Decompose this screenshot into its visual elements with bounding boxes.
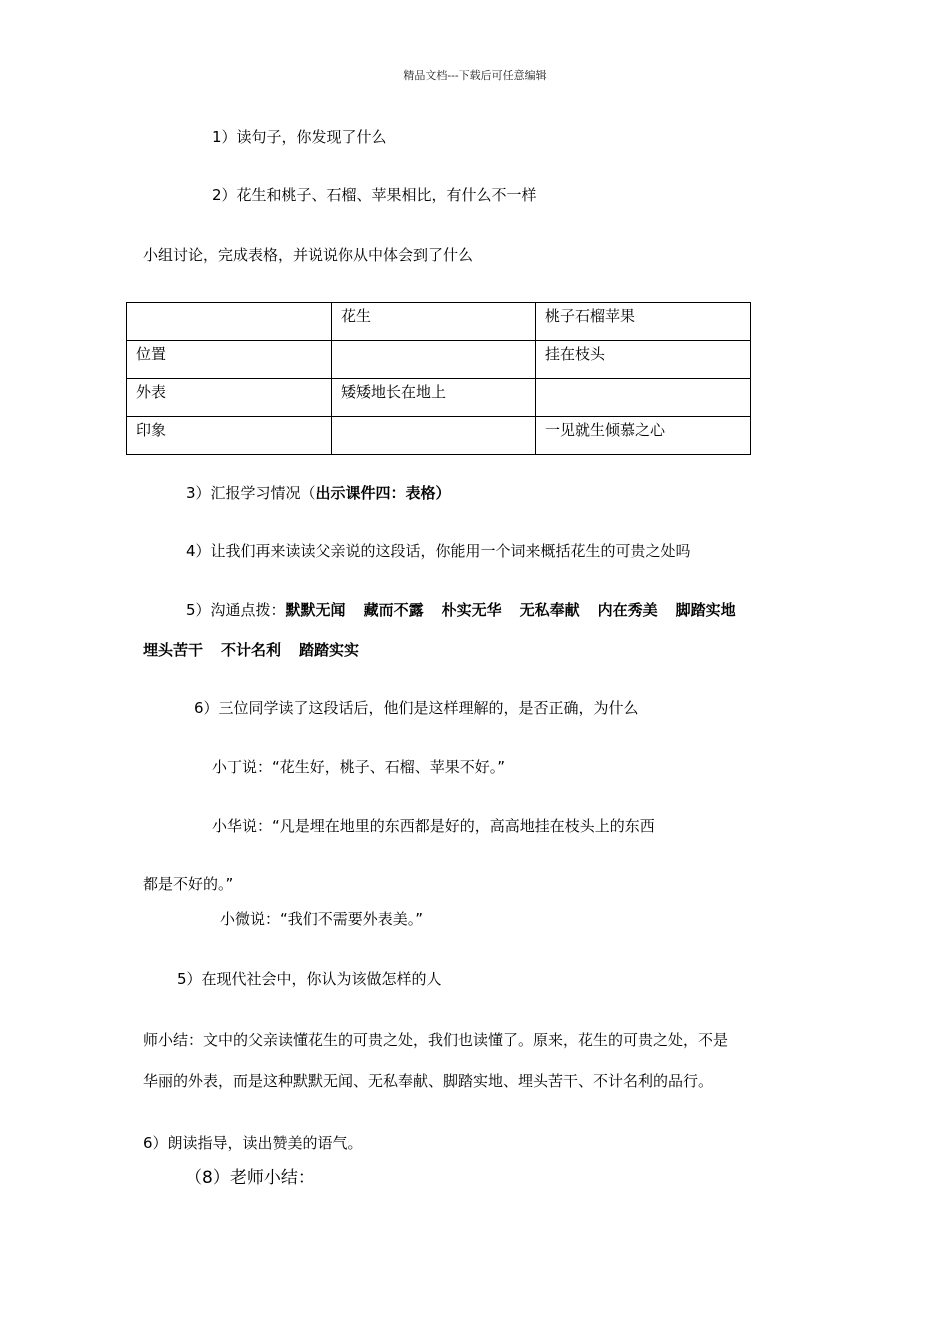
keyword: 内在秀美 bbox=[597, 601, 658, 619]
table-cell bbox=[332, 341, 536, 379]
keyword: 朴实无华 bbox=[441, 601, 502, 619]
keyword: 无私奉献 bbox=[519, 601, 580, 619]
table-cell bbox=[332, 417, 536, 455]
question-5b: 5）在现代社会中，你认为该做怎样的人 bbox=[177, 970, 442, 988]
table-cell bbox=[536, 379, 751, 417]
teacher-summary-cont: 华丽的外表，而是这种默默无闻、无私奉献、脚踏实地、埋头苦干、不计名利的品行。 bbox=[143, 1072, 714, 1090]
keyword: 埋头苦干 bbox=[143, 641, 204, 659]
question-4: 4）让我们再来读读父亲说的这段话，你能用一个词来概括花生的可贵之处吗 bbox=[186, 542, 691, 560]
teacher-summary: 师小结：文中的父亲读懂花生的可贵之处，我们也读懂了。原来，花生的可贵之处，不是 bbox=[143, 1031, 729, 1049]
keyword: 藏而不露 bbox=[363, 601, 424, 619]
xiaowei-quote: 小微说：“我们不需要外表美。” bbox=[220, 910, 424, 928]
page-header: 精品文档---下载后可任意编辑 bbox=[403, 69, 547, 82]
table-cell: 矮矮地长在地上 bbox=[332, 379, 536, 417]
table-cell: 印象 bbox=[127, 417, 332, 455]
question-6: 6）三位同学读了这段话后，他们是这样理解的，是否正确，为什么 bbox=[194, 699, 639, 717]
keyword: 脚踏实地 bbox=[675, 601, 736, 619]
table-cell: 外表 bbox=[127, 379, 332, 417]
table-row bbox=[127, 379, 751, 417]
question-1: 1）读句子，你发现了什么 bbox=[212, 128, 387, 146]
xiaohua-quote-cont: 都是不好的。” bbox=[143, 875, 234, 893]
question-3-bold: 出示课件四：表格） bbox=[315, 484, 451, 502]
table-cell: 位置 bbox=[127, 341, 332, 379]
keyword: 踏踏实实 bbox=[299, 641, 360, 659]
question-5 bbox=[186, 600, 736, 620]
table-header-row bbox=[127, 303, 751, 341]
table-cell: 花生 bbox=[332, 303, 536, 341]
question-2: 2）花生和桃子、石榴、苹果相比，有什么不一样 bbox=[212, 186, 537, 204]
comparison-table bbox=[126, 302, 751, 455]
group-task: 小组讨论，完成表格，并说说你从中体会到了什么 bbox=[143, 246, 474, 264]
table-cell bbox=[127, 303, 332, 341]
reading-guide: 6）朗读指导，读出赞美的语气。 bbox=[143, 1134, 363, 1152]
xiaohua-quote: 小华说：“凡是埋在地里的东西都是好的，高高地挂在枝头上的东西 bbox=[212, 817, 655, 835]
table-cell: 挂在枝头 bbox=[536, 341, 751, 379]
question-3 bbox=[186, 483, 451, 503]
question-3-prefix: 3）汇报学习情况（ bbox=[186, 484, 316, 502]
table-row bbox=[127, 341, 751, 379]
keyword: 默默无闻 bbox=[285, 601, 346, 619]
xiaoding-quote: 小丁说：“花生好，桃子、石榴、苹果不好。” bbox=[212, 758, 506, 776]
table-cell: 桃子石榴苹果 bbox=[536, 303, 751, 341]
keyword: 不计名利 bbox=[221, 641, 282, 659]
table-cell: 一见就生倾慕之心 bbox=[536, 417, 751, 455]
question-5-prefix: 5）沟通点拨： bbox=[186, 601, 286, 619]
table-row bbox=[127, 417, 751, 455]
question-5-cont bbox=[143, 640, 359, 660]
teacher-conclusion: （8）老师小结： bbox=[185, 1168, 315, 1188]
